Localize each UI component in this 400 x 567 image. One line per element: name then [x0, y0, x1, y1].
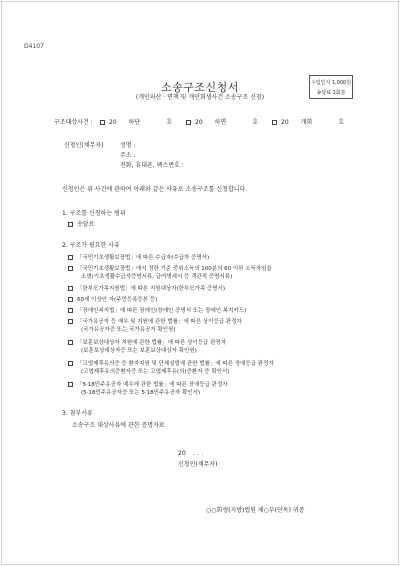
- form-title: 소송구조신청서: [161, 81, 239, 94]
- reason-item: 60세 이상인 자(주민등록등본 등): [68, 297, 157, 304]
- reason-item: 「국민기초생활보장법」에서 정한 기준 중위소득의 100분의 60 이하 소득자임을: [68, 266, 272, 273]
- case-number-row: [54, 120, 93, 126]
- reason-item: 「고엽제후유의증 등 환자지원 및 단체설립에 관한 법률」에 따른 장애등급 판정자: [68, 361, 274, 368]
- section-2-title: 2. 구조가 필요한 사유: [62, 242, 120, 249]
- intro-sentence: 신청인은 위 사건에 관하여 아래와 같은 사유로 소송구조를 신청합니다.: [62, 186, 248, 193]
- case-3: 20 개회 호: [272, 120, 344, 126]
- reason-item-sub: (국가유공자증 또는 국가유공자 확인원): [81, 327, 176, 333]
- section-1-item: 송달료: [68, 222, 94, 228]
- reason-item: 「장애인복지법」에 따른 장애인(장애인 증명서 또는 장애인 복지카드): [68, 308, 246, 315]
- reason-item-sub: (보훈보상대상자증 또는 보훈보상대상자 확인원): [81, 348, 197, 354]
- form-code: D4107: [24, 43, 44, 50]
- form-subtitle: (개인파산 · 면책 및 개인회생사건 소송구조 신청): [135, 94, 265, 101]
- form-page: [1, 1, 399, 565]
- reason-checkbox[interactable]: [68, 308, 73, 313]
- reason-checkbox[interactable]: [68, 382, 73, 387]
- reason-checkbox[interactable]: [68, 340, 73, 345]
- reason-item: 「국가유공자 등 예우 및 지원에 관한 법률」에 따른 상이등급 판정자: [68, 319, 242, 326]
- case-2: 20 하면 호: [186, 120, 258, 126]
- case-label: 구조대상사건 :: [54, 119, 93, 126]
- reason-checkbox[interactable]: [68, 286, 73, 291]
- revenue-stamp-box: [309, 75, 353, 99]
- stamp-line-1: 수입인지 1,000원: [310, 80, 352, 86]
- signer-label: 신청인(채무자): [178, 461, 218, 468]
- case-1-checkbox[interactable]: [100, 120, 105, 125]
- case-1: 20 하단 호: [100, 120, 172, 126]
- applicant-name-field[interactable]: 성명 :: [120, 142, 136, 149]
- reason-checkbox[interactable]: [68, 266, 73, 271]
- stamp-line-2: 송달료 2회분: [316, 90, 346, 96]
- reason-checkbox[interactable]: [68, 297, 73, 302]
- reason-checkbox[interactable]: [68, 319, 73, 324]
- reason-item: 「5·18민주유공자 예우에 관한 법률」에 따른 장애등급 판정자: [68, 382, 228, 389]
- applicant-phone-field[interactable]: 전화, 휴대폰, 팩스번호 :: [120, 162, 184, 169]
- case-2-checkbox[interactable]: [186, 120, 191, 125]
- reason-checkbox[interactable]: [68, 361, 73, 366]
- applicant-address-field[interactable]: 주소 :: [120, 152, 136, 159]
- reason-checkbox[interactable]: [68, 255, 73, 260]
- attachment-text: 소송구조 대상사유에 관한 증명자료: [72, 422, 165, 429]
- reason-item: 「보훈보상대상자 지원에 관한 법률」에 따른 상이등급 판정자: [68, 340, 226, 347]
- case-3-checkbox[interactable]: [272, 120, 277, 125]
- reason-item-sub: 소명(기초생활수급자증명서류, 급여명세서 등 객관적 증명서류): [81, 274, 233, 280]
- section-3-title: 3. 첨부서류: [62, 410, 93, 417]
- section-1-title: 1. 구조를 신청하는 범위: [62, 210, 126, 217]
- date-line: 20 . . .: [178, 450, 204, 457]
- court-addressee: ○○회생(지방)법원 제○부(단독) 귀중: [206, 507, 305, 514]
- reason-item-sub: (고엽제후유의증환자증 또는 고엽제후유(의)증환자 증 확인서): [81, 369, 230, 375]
- reason-item: 「한부모가족지원법」에 따른 지원대상자(한부모가족 증명서): [68, 286, 225, 293]
- delivery-fee-checkbox[interactable]: [68, 222, 73, 227]
- reason-item: 「국민기초생활보장법」에 따른 수급자(수급자 증명서): [68, 255, 209, 262]
- reason-item-sub: (5·18민주유공자증 또는 5·18민주유공자 확인서): [81, 390, 201, 396]
- applicant-label: 신청인(채무자): [64, 142, 104, 149]
